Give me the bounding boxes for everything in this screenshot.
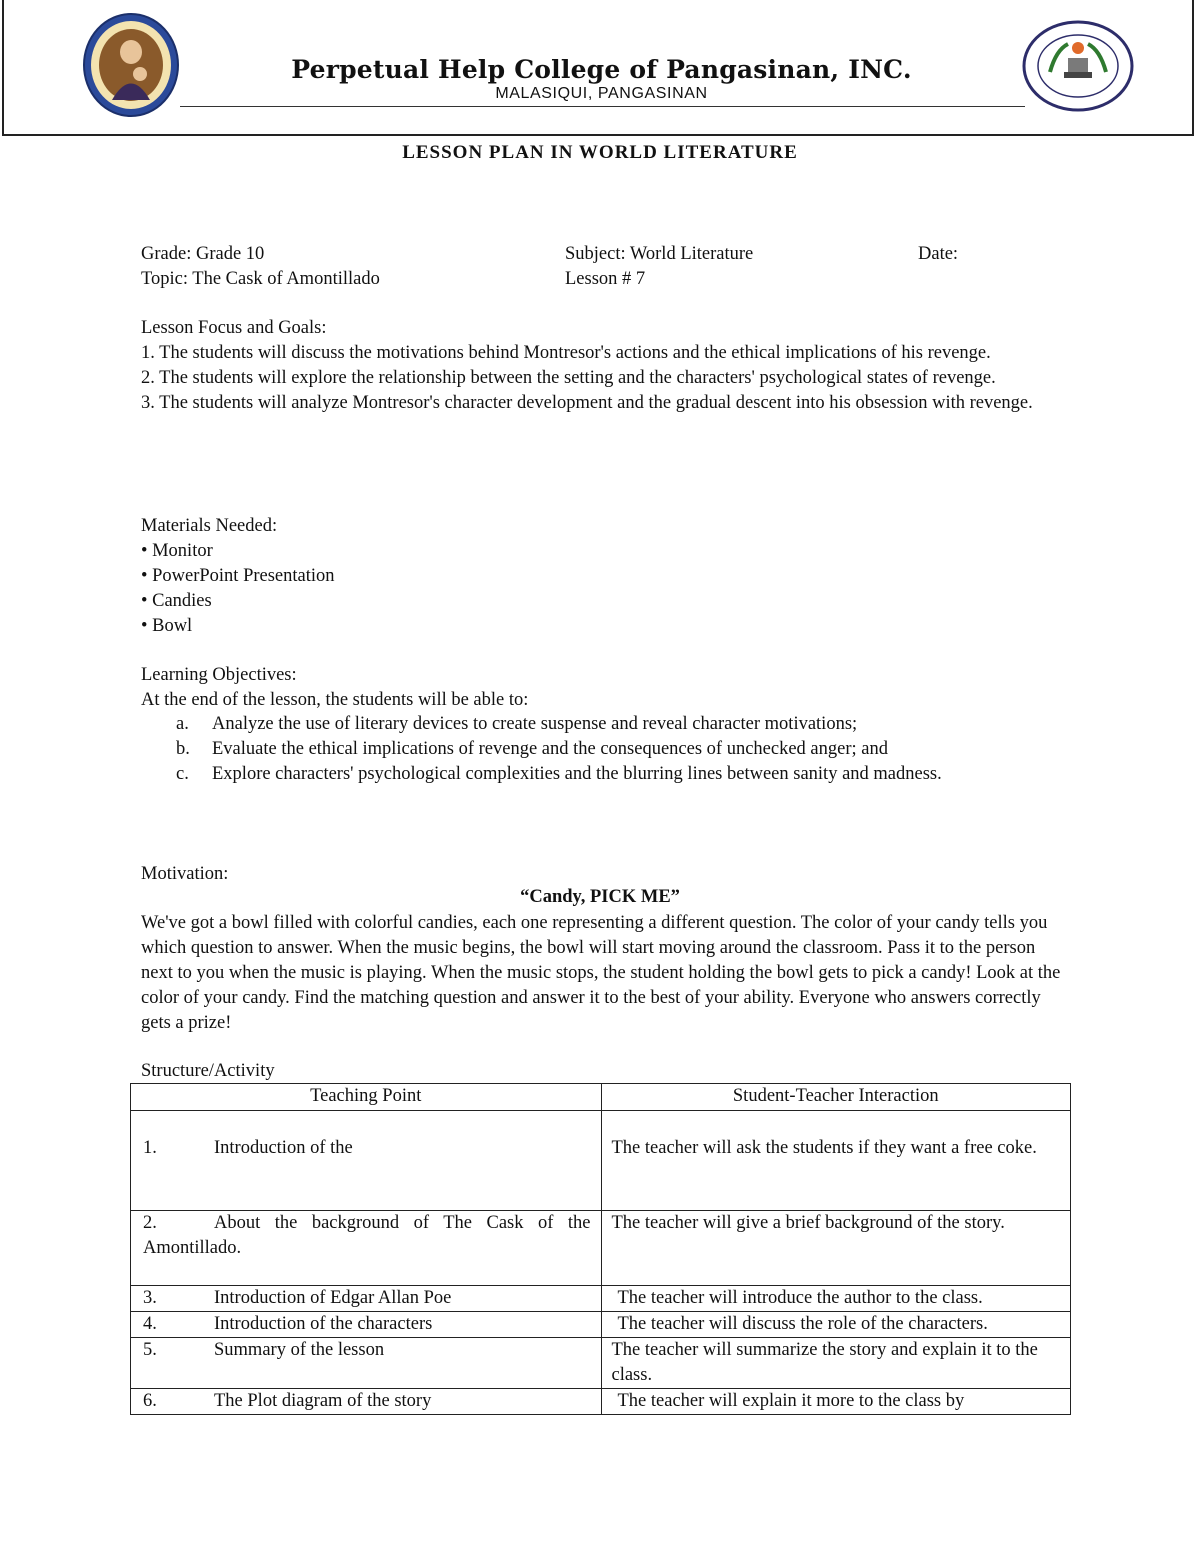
lesson-focus-section — [141, 316, 1066, 416]
activity-table — [130, 1083, 1071, 1415]
objective-text: Explore characters' psychological complexities and the blurring lines between sanity and madness. — [212, 764, 942, 784]
materials-section — [141, 514, 1066, 639]
interaction-cell: The teacher will ask the students if they want a free coke. — [601, 1111, 1071, 1211]
teaching-point-cell — [131, 1111, 602, 1211]
activity-title: “Candy, PICK ME” — [520, 887, 680, 907]
college-location: MALASIQUI, PANGASINAN — [495, 85, 708, 102]
goal-item: 3. The students will analyze Montresor's character development and the gradual descent into his obsession with revenge. — [141, 393, 1033, 413]
topic-label: Topic: The Cask of Amontillado — [141, 269, 380, 289]
objective-text: Analyze the use of literary devices to create suspense and reveal character motivations; — [212, 714, 858, 734]
grade-label: Grade: Grade 10 — [141, 244, 265, 264]
row-number: 2. — [143, 1213, 157, 1233]
table-row — [131, 1338, 1071, 1389]
teaching-point-cell — [131, 1312, 602, 1338]
table-row — [131, 1111, 1071, 1211]
motivation-heading: Motivation: — [141, 864, 229, 884]
college-seal-logo — [82, 12, 180, 118]
section-heading: Materials Needed: — [141, 516, 278, 536]
goal-item: 2. The students will explore the relationship between the setting and the characters' psychological states of revenge. — [141, 368, 996, 388]
date-label: Date: — [918, 244, 959, 264]
header-divider — [180, 106, 1025, 107]
objectives-intro: At the end of the lesson, the students will be able to: — [141, 690, 529, 710]
objective-item — [141, 762, 1012, 787]
table-header-row — [131, 1084, 1071, 1111]
row-number: 3. — [143, 1288, 157, 1308]
teaching-point-cell — [131, 1338, 602, 1389]
structure-heading: Structure/Activity — [141, 1061, 275, 1081]
table-row — [131, 1312, 1071, 1338]
row-number: 5. — [143, 1340, 157, 1360]
teaching-point: Introduction of the — [214, 1138, 353, 1158]
lesson-number: Lesson # 7 — [565, 269, 646, 289]
teaching-point-cell — [131, 1389, 602, 1415]
teaching-point-cell — [131, 1211, 602, 1286]
teacher-education-seal-logo — [1022, 20, 1134, 112]
table-row — [131, 1389, 1071, 1415]
table-row — [131, 1211, 1071, 1286]
interaction-cell: The teacher will discuss the role of the characters. — [601, 1312, 1071, 1338]
motivation-text: We've got a bowl filled with colorful candies, each one representing a different question. The color of your candy tells you which question to answer. When the music begins, the bowl will start moving around the classroom. Pass it to the person next to you when the music is playing. When the music stops, the student holding the bowl gets to pick a candy! Look at the color of your candy. Find the matching question and answer it to the best of your ability. Everyone who answers correctly gets a prize! — [141, 913, 1061, 1033]
letterhead — [2, 0, 1194, 136]
objective-item — [141, 712, 1041, 737]
material-item: • Bowl — [141, 616, 193, 636]
material-item: • Candies — [141, 591, 212, 611]
interaction-cell: The teacher will give a brief background of the story. — [601, 1211, 1071, 1286]
section-heading: Lesson Focus and Goals: — [141, 318, 327, 338]
objective-item — [141, 737, 1041, 762]
document-title: LESSON PLAN IN WORLD LITERATURE — [402, 142, 798, 163]
interaction-cell: The teacher will explain it more to the class by — [601, 1389, 1071, 1415]
row-number: 1. — [143, 1138, 157, 1158]
teaching-point: Introduction of the characters — [214, 1314, 433, 1334]
section-heading: Learning Objectives: — [141, 665, 297, 685]
teaching-point: Summary of the lesson — [214, 1340, 385, 1360]
column-header: Teaching Point — [131, 1084, 602, 1111]
objectives-section — [141, 663, 1066, 713]
goal-item: 1. The students will discuss the motivations behind Montresor's actions and the ethical implications of his revenge. — [141, 343, 991, 363]
interaction-cell: The teacher will summarize the story and explain it to the class. — [601, 1338, 1071, 1389]
objectives-list — [141, 712, 1041, 787]
interaction-cell: The teacher will introduce the author to the class. — [601, 1286, 1071, 1312]
teaching-point: Introduction of Edgar Allan Poe — [214, 1288, 452, 1308]
row-number: 4. — [143, 1314, 157, 1334]
teaching-point: The Plot diagram of the story — [214, 1391, 432, 1411]
college-name: Perpetual Help College of Pangasinan, INC. — [291, 55, 912, 84]
objective-text: Evaluate the ethical implications of revenge and the consequences of unchecked anger; and — [212, 739, 888, 759]
objective-letter: b. — [176, 739, 190, 759]
column-header: Student-Teacher Interaction — [601, 1084, 1071, 1111]
row-number: 6. — [143, 1391, 157, 1411]
teaching-point: About the background of The Cask of the Amontillado. — [143, 1213, 591, 1258]
objective-letter: a. — [176, 714, 189, 734]
material-item: • Monitor — [141, 541, 213, 561]
material-item: • PowerPoint Presentation — [141, 566, 335, 586]
objective-letter: c. — [176, 764, 189, 784]
table-row — [131, 1286, 1071, 1312]
subject-label: Subject: World Literature — [565, 244, 754, 264]
teaching-point-cell — [131, 1286, 602, 1312]
